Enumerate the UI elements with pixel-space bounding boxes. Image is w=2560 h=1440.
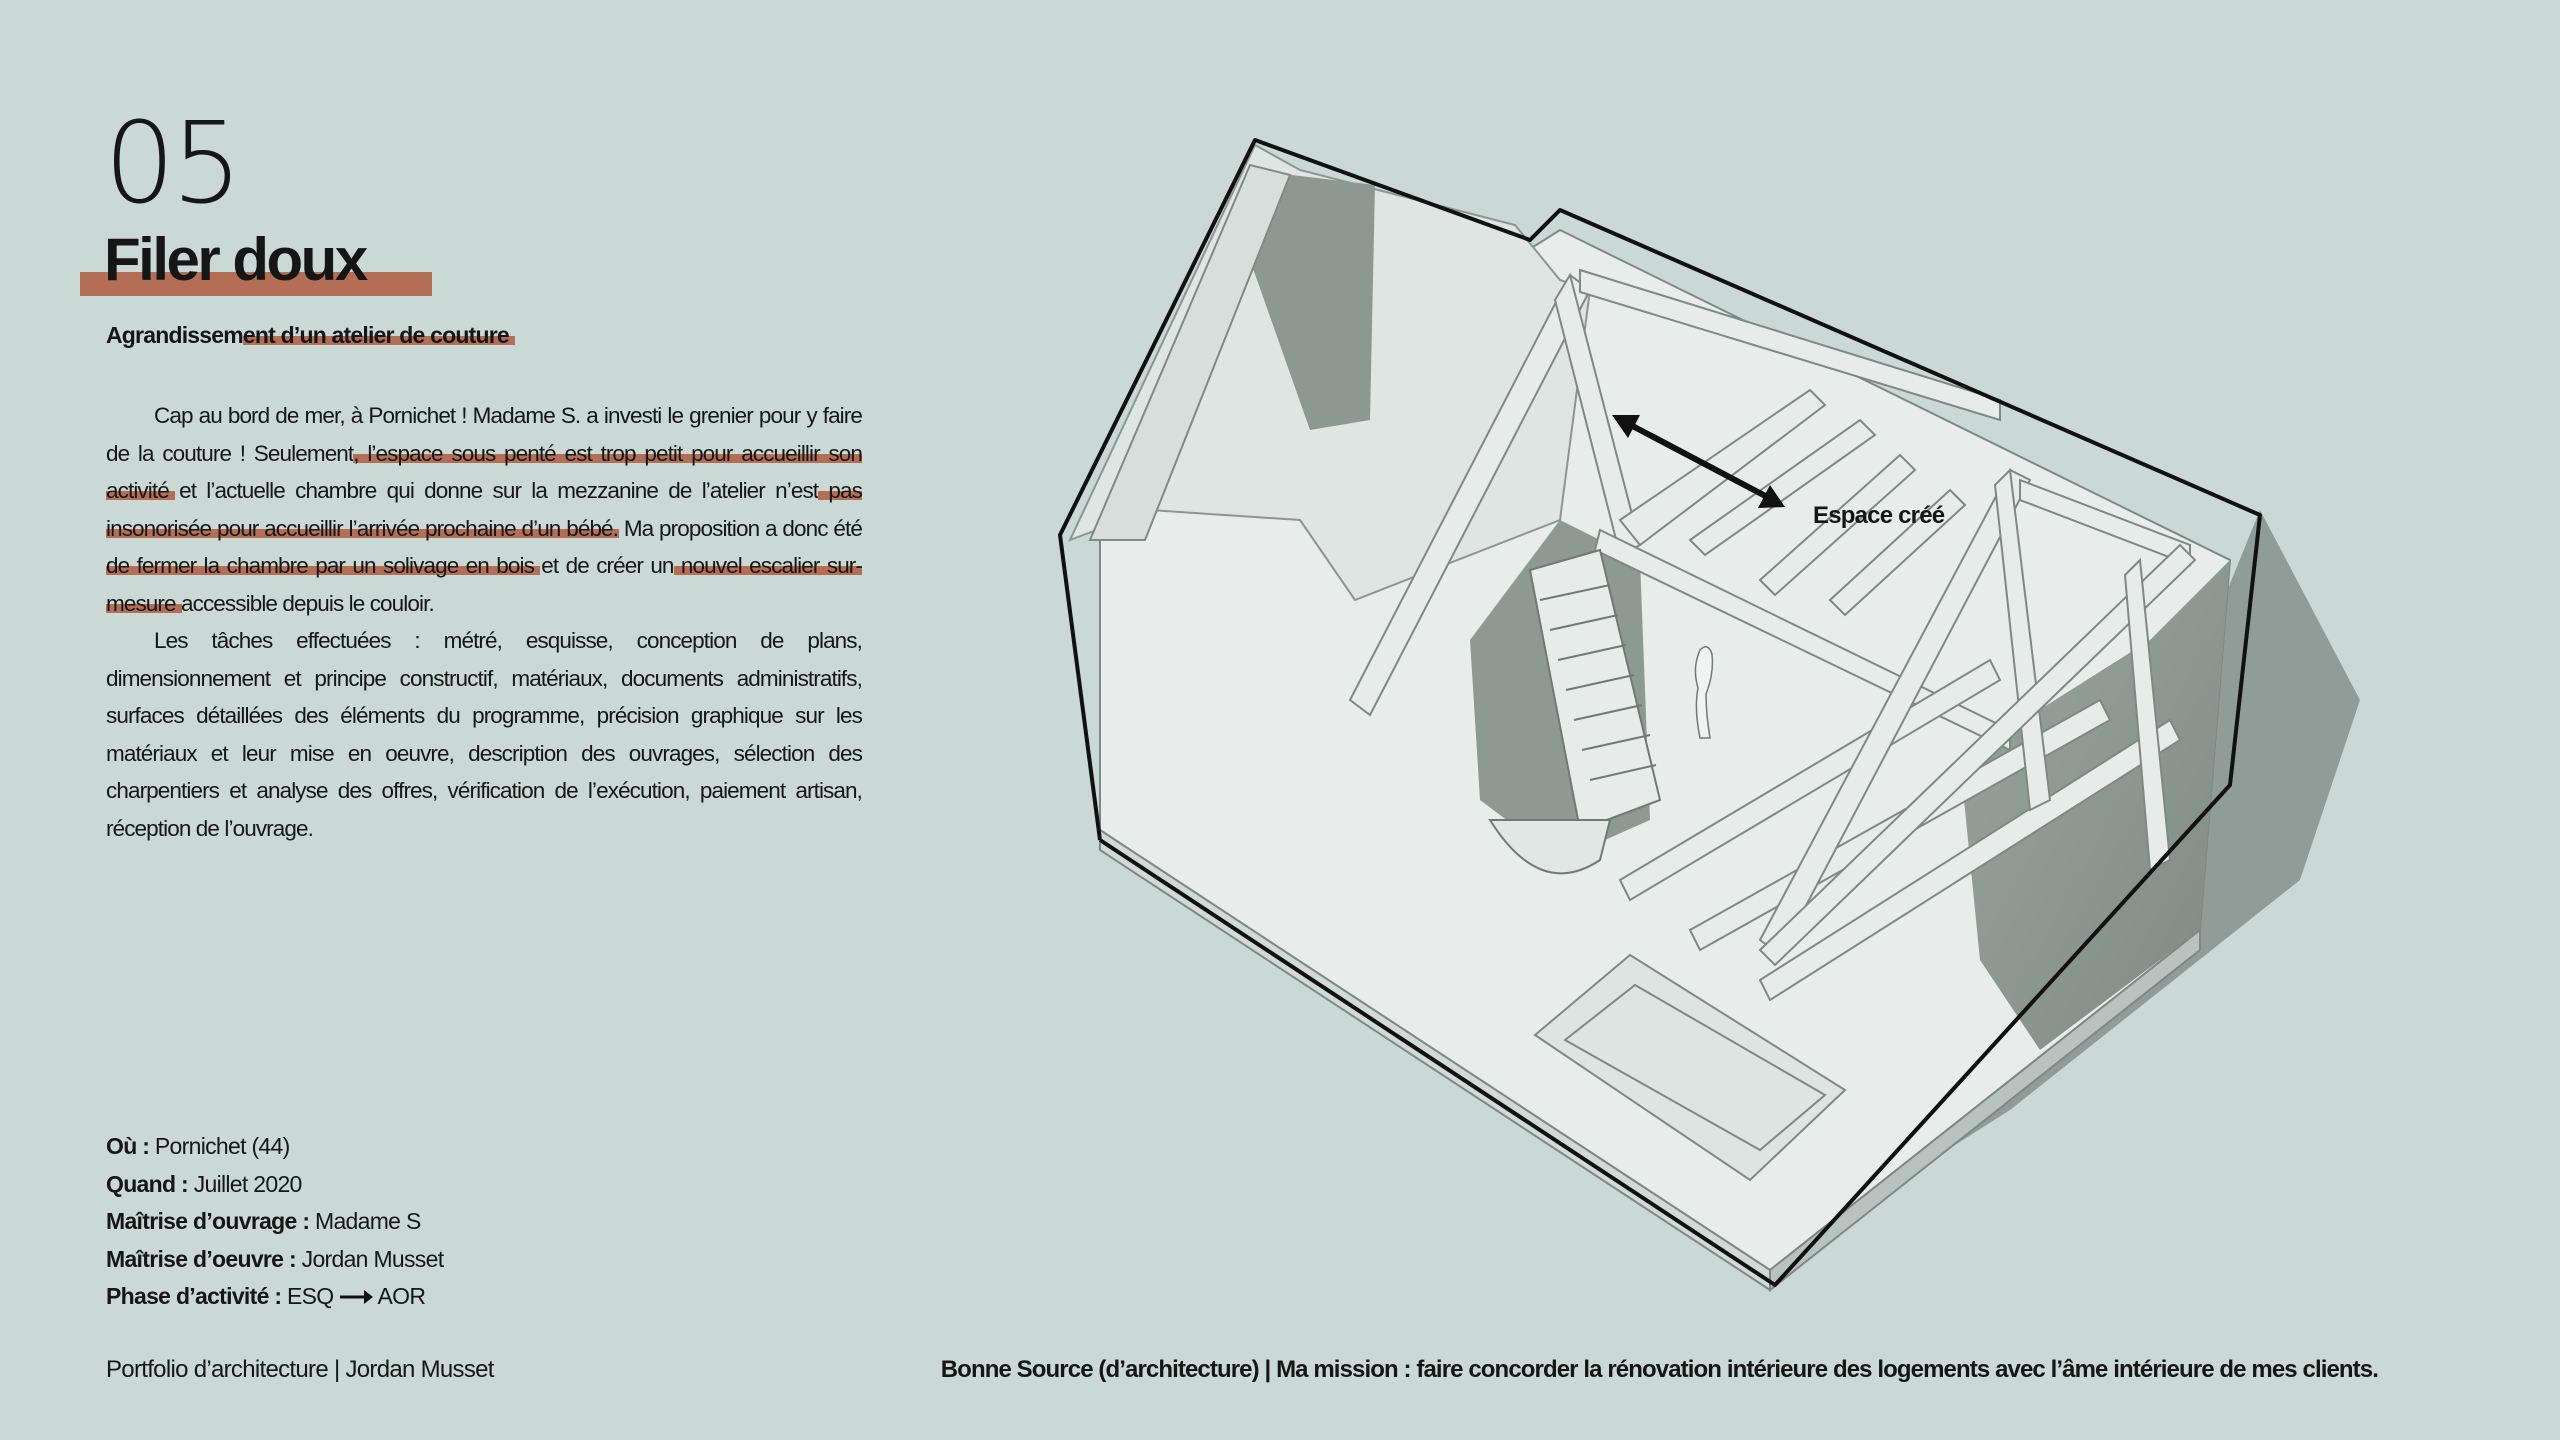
fact-owner-label: Maîtrise d’ouvrage : — [106, 1208, 310, 1234]
project-facts — [106, 1128, 443, 1316]
footer-mission: Bonne Source (d’architecture) | Ma mission : faire concorder la rénovation intérieure des logements avec l’âme intérieure de mes clients. — [940, 1356, 2378, 1383]
fact-phase-label: Phase d’activité : — [106, 1283, 282, 1309]
description-text: et de créer un — [533, 553, 674, 578]
project-title-block — [80, 222, 366, 302]
project-title: Filer doux — [104, 226, 366, 293]
fact-owner — [106, 1203, 443, 1241]
fact-date — [106, 1166, 443, 1204]
fact-location-value: Pornichet (44) — [154, 1133, 290, 1159]
description-text: et l’actuelle chambre qui donne sur la mezzanine de l’atelier n’est — [168, 478, 819, 503]
fact-date-label: Quand : — [106, 1170, 188, 1197]
fact-date-value: Juillet 2020 — [193, 1170, 302, 1197]
axonometric-drawing — [1040, 120, 2370, 1300]
description-text: Cap au bord de mer, à Pornichet ! Madame S. a investi le grenier pour y faire de la couture ! Seulement — [106, 403, 862, 466]
highlighted-phrase: , l’espace sous penté est trop petit pour accueillir son activité — [106, 440, 862, 503]
fact-owner-value: Madame S — [314, 1208, 421, 1234]
description-text: accessible depuis le couloir. — [175, 590, 434, 616]
fact-architect — [106, 1241, 443, 1279]
project-description — [106, 397, 862, 847]
highlighted-phrase: pas insonorisée pour accueillir l’arrivée prochaine d’un bébé — [106, 478, 863, 541]
fact-location — [106, 1128, 443, 1166]
drawing-label: Espace créé — [1813, 502, 1945, 529]
highlighted-phrase: de fermer la chambre par un solivage en bois — [106, 553, 540, 578]
description-text: . Ma proposition a donc été — [612, 515, 862, 541]
subtitle-text — [106, 322, 509, 348]
fact-location-label: Où : — [106, 1133, 150, 1159]
project-subtitle — [106, 318, 509, 352]
fact-phase-to: AOR — [377, 1283, 426, 1309]
arrow-right-icon — [338, 1287, 374, 1307]
description-paragraph-2: Les tâches effectuées : métré, esquisse, conception de plans, dimensionnement et principe constructif, matériaux, documents administratifs, surfaces détaillées des éléments du programme, précision graphique sur les matériaux et leur mise en oeuvre, description des ouvrages, sélection des charpentiers et analyse des offres, vérification de l’exécution, paiement artisan, réception de l’ouvrage. — [106, 628, 862, 841]
highlighted-phrase: nouvel escalier sur-mesure — [106, 553, 862, 616]
fact-architect-value: Jordan Musset — [301, 1245, 444, 1272]
fact-architect-label: Maîtrise d’oeuvre : — [106, 1245, 296, 1272]
fact-phase-from: ESQ — [287, 1283, 334, 1309]
fact-phase — [106, 1278, 443, 1316]
subtitle-highlighted: ent d’un atelier de couture — [243, 322, 515, 348]
subtitle-start: Agrandissem — [106, 322, 243, 348]
project-number: 05 — [104, 99, 239, 229]
footer-portfolio: Portfolio d’architecture | Jordan Musset — [106, 1356, 494, 1383]
description-paragraph-1 — [106, 397, 862, 622]
